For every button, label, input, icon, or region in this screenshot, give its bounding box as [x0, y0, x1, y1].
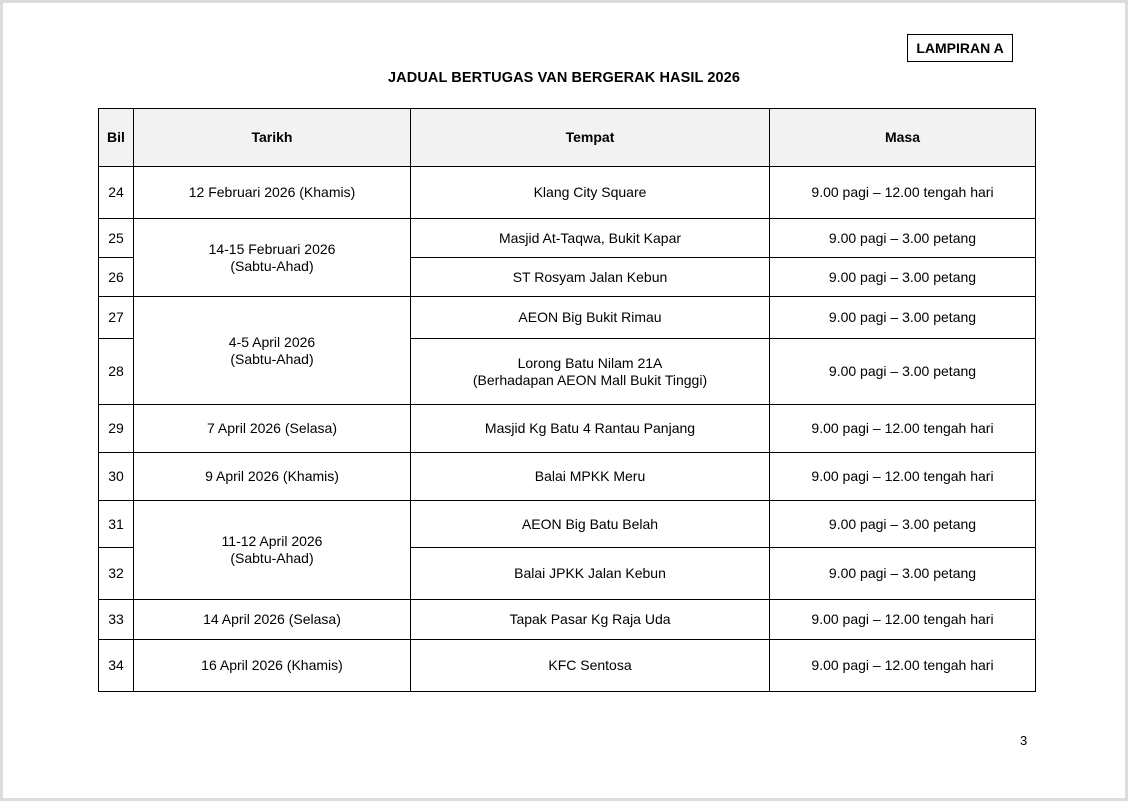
cell-bil: 29	[99, 405, 134, 453]
cell-bil: 28	[99, 339, 134, 405]
lampiran-label: LAMPIRAN A	[907, 34, 1013, 62]
cell-tarikh: 9 April 2026 (Khamis)	[134, 453, 411, 501]
cell-tarikh: 7 April 2026 (Selasa)	[134, 405, 411, 453]
cell-tempat: Masjid At-Taqwa, Bukit Kapar	[411, 219, 770, 258]
cell-masa: 9.00 pagi – 12.00 tengah hari	[770, 640, 1036, 692]
table-row	[99, 405, 1036, 453]
cell-bil: 31	[99, 501, 134, 548]
cell-tempat: Balai MPKK Meru	[411, 453, 770, 501]
cell-tempat: KFC Sentosa	[411, 640, 770, 692]
table-row	[99, 640, 1036, 692]
cell-tempat: Tapak Pasar Kg Raja Uda	[411, 600, 770, 640]
cell-tarikh	[134, 501, 411, 600]
table-row	[99, 453, 1036, 501]
cell-bil: 33	[99, 600, 134, 640]
tarikh-text: 4-5 April 2026	[228, 333, 316, 350]
cell-bil: 27	[99, 297, 134, 339]
cell-tarikh	[134, 167, 411, 219]
header-tarikh: Tarikh	[134, 109, 411, 167]
table-row	[99, 219, 1036, 258]
header-masa: Masa	[770, 109, 1036, 167]
table-row	[99, 501, 1036, 548]
cell-masa: 9.00 pagi – 3.00 petang	[770, 548, 1036, 600]
cell-tarikh	[134, 297, 411, 405]
header-tempat: Tempat	[411, 109, 770, 167]
tarikh-days: (Sabtu-Ahad)	[230, 257, 314, 274]
table-header-row	[99, 109, 1036, 167]
cell-masa: 9.00 pagi – 12.00 tengah hari	[770, 600, 1036, 640]
cell-tempat: ST Rosyam Jalan Kebun	[411, 258, 770, 297]
tarikh-text: 14-15 Februari 2026	[208, 240, 336, 257]
cell-tempat: Masjid Kg Batu 4 Rantau Panjang	[411, 405, 770, 453]
tempat-text: Lorong Batu Nilam 21A	[517, 354, 663, 371]
cell-masa: 9.00 pagi – 3.00 petang	[770, 501, 1036, 548]
cell-masa: 9.00 pagi – 12.00 tengah hari	[770, 405, 1036, 453]
tempat-note: (Berhadapan AEON Mall Bukit Tinggi)	[472, 371, 708, 388]
tarikh-text: 11-12 April 2026	[221, 533, 323, 549]
cell-tarikh: 16 April 2026 (Khamis)	[134, 640, 411, 692]
cell-tempat	[411, 339, 770, 405]
cell-bil: 26	[99, 258, 134, 297]
cell-masa: 9.00 pagi – 3.00 petang	[770, 339, 1036, 405]
cell-bil: 25	[99, 219, 134, 258]
cell-tarikh	[134, 219, 411, 297]
cell-bil: 34	[99, 640, 134, 692]
cell-masa: 9.00 pagi – 12.00 tengah hari	[770, 167, 1036, 219]
tarikh-text: 12 Februari 2026 (Khamis)	[188, 184, 356, 200]
document-title: JADUAL BERTUGAS VAN BERGERAK HASIL 2026	[388, 70, 740, 86]
cell-bil: 32	[99, 548, 134, 600]
cell-masa: 9.00 pagi – 3.00 petang	[770, 258, 1036, 297]
cell-bil: 24	[99, 167, 134, 219]
header-bil: Bil	[99, 109, 134, 167]
cell-tempat: AEON Big Bukit Rimau	[411, 297, 770, 339]
table-row	[99, 297, 1036, 339]
document-page	[3, 3, 1125, 798]
cell-tempat: Balai JPKK Jalan Kebun	[411, 548, 770, 600]
table-row	[99, 167, 1036, 219]
cell-bil: 30	[99, 453, 134, 501]
cell-tempat: Klang City Square	[411, 167, 770, 219]
table-row	[99, 600, 1036, 640]
cell-masa: 9.00 pagi – 3.00 petang	[770, 219, 1036, 258]
tarikh-days: (Sabtu-Ahad)	[230, 350, 314, 367]
cell-tempat: AEON Big Batu Belah	[411, 501, 770, 548]
cell-tarikh: 14 April 2026 (Selasa)	[134, 600, 411, 640]
cell-masa: 9.00 pagi – 3.00 petang	[770, 297, 1036, 339]
cell-masa: 9.00 pagi – 12.00 tengah hari	[770, 453, 1036, 501]
tarikh-days: (Sabtu-Ahad)	[230, 550, 314, 566]
schedule-table	[98, 108, 1036, 692]
page-number: 3	[1020, 733, 1028, 748]
